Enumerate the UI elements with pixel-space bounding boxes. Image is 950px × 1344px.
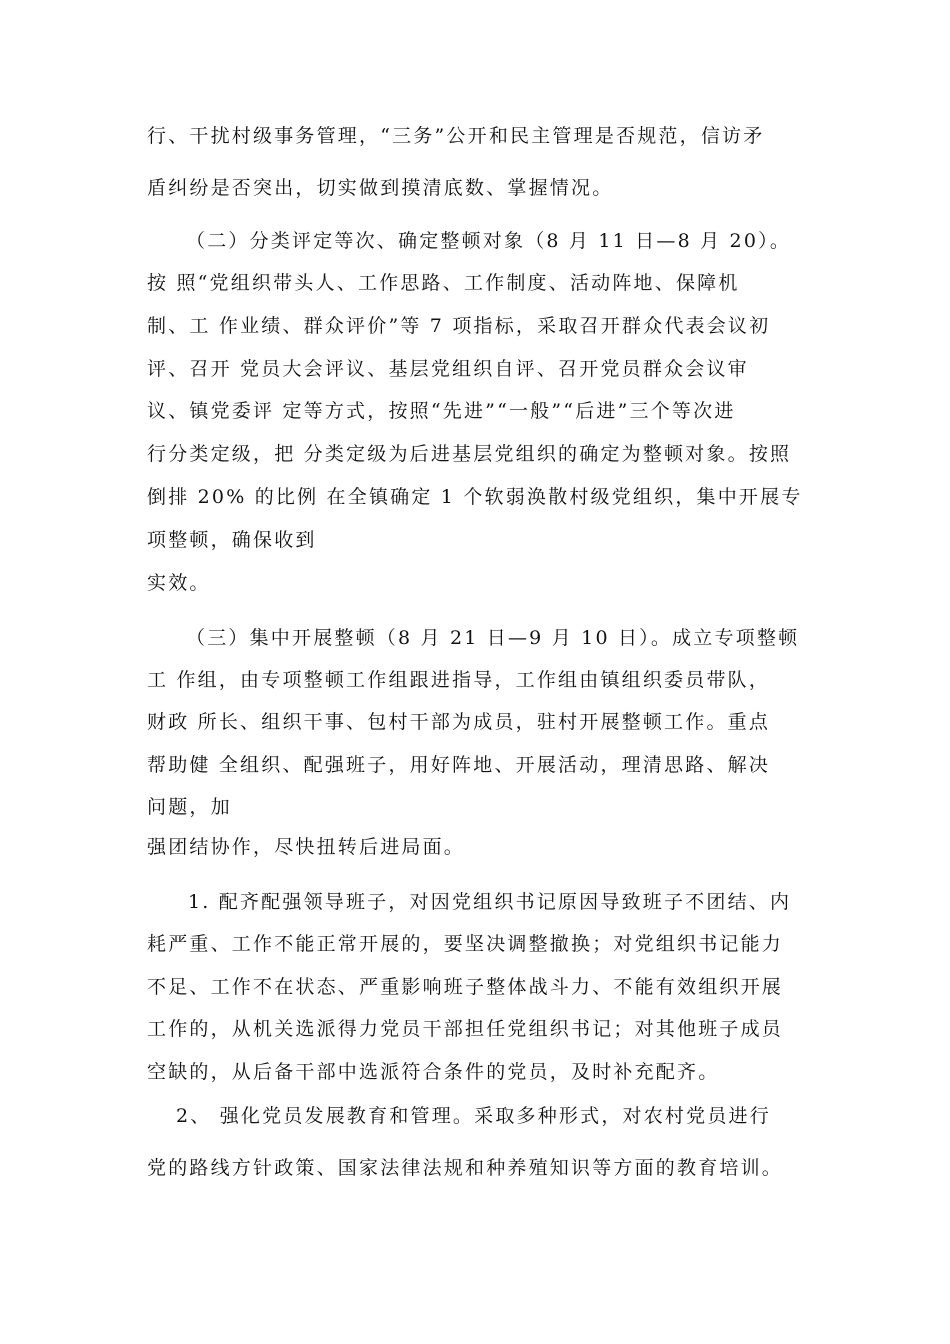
section-heading-2: （二）分类评定等次、确定整顿对象（8 月 11 日—8 月 20）。 <box>186 230 792 252</box>
text-line-24: 党的路线方针政策、国家法律法规和种养殖知识等方面的教育培训。 <box>147 1157 784 1179</box>
text-line-13: 工 作组，由专项整顿工作组跟进指导，工作组由镇组织委员带队， <box>147 669 771 691</box>
text-line-6: 评、召开 党员大会评议、基层党组织自评、召开党员群众会议审 <box>147 358 749 380</box>
text-line-11: 实效。 <box>147 572 211 594</box>
text-line-4: 按 照“党组织带头人、工作思路、工作制度、活动阵地、保障机 <box>147 272 740 294</box>
text-line-14: 财政 所长、组织干事、包村干部为成员，驻村开展整顿工作。重点 <box>147 711 771 733</box>
text-line-15: 帮助健 全组织、配强班子，用好阵地、开展活动，理清思路、解决 <box>147 754 771 776</box>
text-line-19: 耗严重、工作不能正常开展的，要坚决调整撤换；对党组织书记能力 <box>147 933 784 955</box>
text-line-5: 制、工 作业绩、群众评价”等 7 项指标，采取召开群众代表会议初 <box>147 315 771 337</box>
section-heading-3: （三）集中开展整顿（8 月 21 日—9 月 10 日）。成立专项整顿 <box>186 627 800 649</box>
list-item-2: 2、 强化党员发展教育和管理。采取多种形式，对农村党员进行 <box>176 1105 771 1127</box>
text-line-9: 倒排 20% 的比例 在全镇确定 1 个软弱涣散村级党组织，集中开展专 <box>147 486 803 508</box>
text-line-8: 行分类定级，把 分类定级为后进基层党组织的确定为整顿对象。按照 <box>147 443 792 465</box>
text-line-16: 问题，加 <box>147 796 232 818</box>
text-line-1: 行、干扰村级事务管理，“三务”公开和民主管理是否规范，信访矛 <box>147 125 765 147</box>
text-line-10: 项整顿，确保收到 <box>147 529 317 551</box>
text-line-20: 不足、工作不在状态、严重影响班子整体战斗力、不能有效组织开展 <box>147 976 784 998</box>
text-line-22: 空缺的，从后备干部中选派符合条件的党员，及时补充配齐。 <box>147 1061 720 1083</box>
text-line-2: 盾纠纷是否突出，切实做到摸清底数、掌握情况。 <box>147 177 614 199</box>
text-line-7: 议、镇党委评 定等方式，按照“先进”“一般”“后进”三个等次进 <box>147 400 736 422</box>
text-line-21: 工作的，从机关选派得力党员干部担任党组织书记；对其他班子成员 <box>147 1018 784 1040</box>
text-line-17: 强团结协作，尽快扭转后进局面。 <box>147 836 466 858</box>
list-item-1: 1. 配齐配强领导班子，对因党组织书记原因导致班子不团结、内 <box>188 891 792 913</box>
